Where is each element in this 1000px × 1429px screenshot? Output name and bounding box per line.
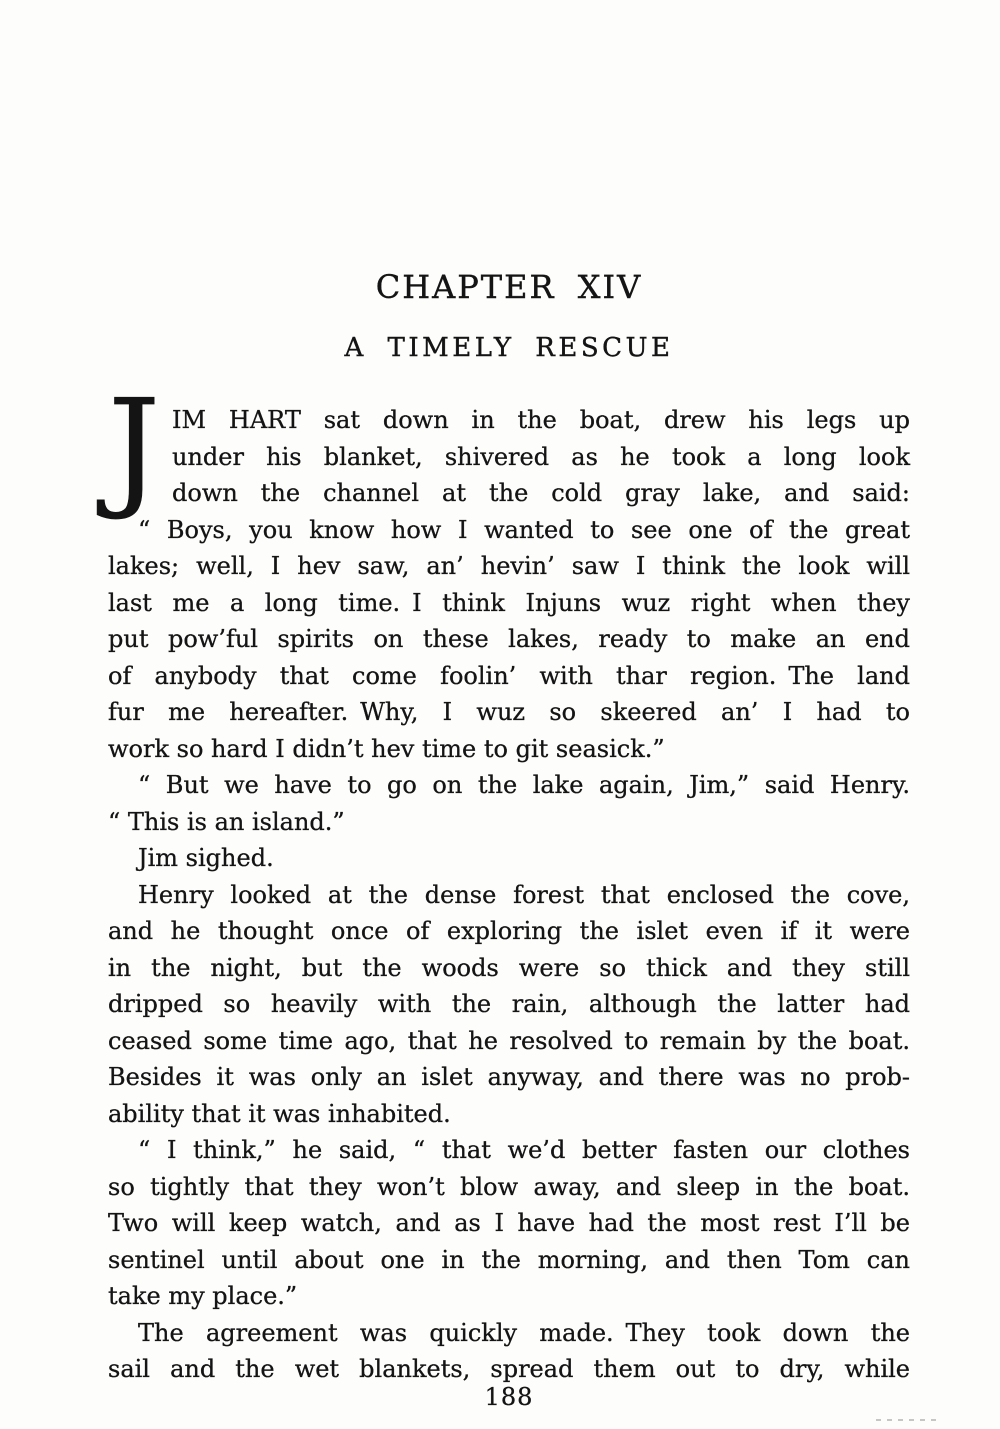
text-line: last me a long time. I think Injuns wuz right when they: [108, 588, 910, 617]
text-lines: [108, 402, 910, 1388]
text-line: sentinel until about one in the morning, and then Tom can: [108, 1245, 910, 1274]
text-line: down the channel at the cold gray lake, and said:: [172, 479, 910, 507]
drop-cap-letter: J: [108, 371, 161, 523]
text-line: so tightly that they won’t blow away, and sleep in the boat.: [108, 1172, 910, 1201]
text-line: The agreement was quickly made. They took down the: [138, 1318, 910, 1347]
text-line: fur me hereafter. Why, I wuz so skeered an’ I had to: [108, 698, 910, 726]
text-line: in the night, but the woods were so thick and they still: [108, 953, 910, 982]
text-line: lakes; well, I hev saw, an’ hevin’ saw I think the look will: [108, 552, 910, 580]
text-line: IM HART sat down in the boat, drew his legs up: [172, 406, 910, 434]
scan-artifact-dots: [876, 1419, 942, 1421]
text-line: Henry looked at the dense forest that enclosed the cove,: [138, 880, 910, 909]
text-line: “ I think,” he said, “ that we’d better fasten our clothes: [138, 1136, 910, 1164]
text-line: Two will keep watch, and as I have had the most rest I’ll be: [108, 1209, 910, 1237]
chapter-heading: CHAPTER XIV: [375, 268, 643, 306]
text-line: “ Boys, you know how I wanted to see one of the great: [138, 515, 910, 544]
text-line: Besides it was only an islet anyway, and there was no prob-: [108, 1063, 910, 1091]
text-line: ability that it was inhabited.: [108, 1099, 451, 1128]
text-line: Jim sighed.: [138, 844, 274, 872]
text-line: work so hard I didn’t hev time to git seasick.”: [108, 734, 665, 763]
text-line: and he thought once of exploring the islet even if it were: [108, 917, 910, 945]
page-number: 188: [484, 1383, 534, 1411]
text-line: put pow’ful spirits on these lakes, ready to make an end: [108, 625, 910, 653]
text-line: of anybody that come foolin’ with thar region. The land: [108, 661, 910, 690]
text-line: sail and the wet blankets, spread them out to dry, while: [108, 1355, 910, 1383]
text-line: ceased some time ago, that he resolved to remain by the boat.: [108, 1026, 910, 1055]
body-text: [108, 371, 910, 1388]
text-line: take my place.”: [108, 1282, 298, 1310]
text-line: “ This is an island.”: [108, 807, 345, 836]
text-line: “ But we have to go on the lake again, Jim,” said Henry.: [138, 771, 910, 799]
section-title: A TIMELY RESCUE: [344, 333, 674, 363]
text-line: dripped so heavily with the rain, although the latter had: [108, 990, 910, 1018]
text-line: under his blanket, shivered as he took a long look: [172, 442, 910, 471]
